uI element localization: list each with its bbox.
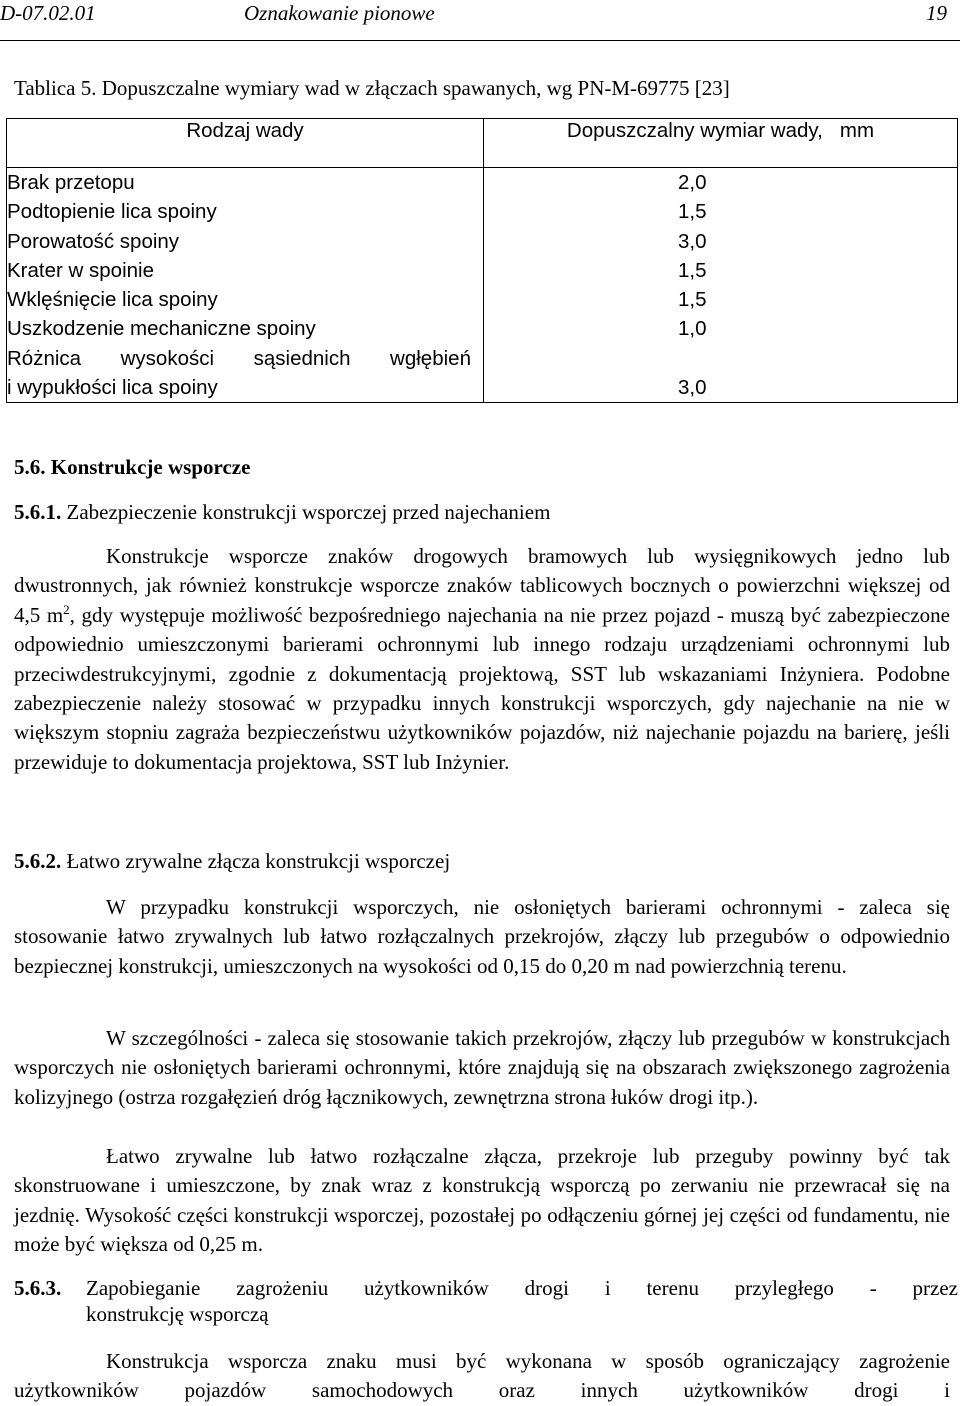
- defect-name-multiline-second: i wypukłości lica spoiny: [7, 376, 218, 400]
- defect-value: 1,5: [678, 258, 707, 282]
- paragraph-text: , gdy występuje możliwość bezpośredniego najechania na nie przez pojazd - muszą być zabezpieczone odpowiednio umieszczonymi barierami ochronnymi lub innego rodzaju urządzeniami ochronnymi lub przeciwdestrukcyjnymi, zgodnie z dokumentacją projektową, SST lub wskazaniami Inżyniera. Podobne zabezpieczenie należy stosować w przypadku innych konstrukcji wsporczych, gdy najechanie na nie w większym stopniu zagraża bezpieczeństwu użytkowników pojazdów, niż najechanie pojazdu na barierę, jeśli przewiduje to dokumentacja projektowa, SST lub Inżynier.: [14, 602, 950, 774]
- word: zagrożeniu: [236, 1276, 329, 1300]
- table-header-row: [7, 119, 958, 168]
- word: -: [869, 1276, 877, 1300]
- subsection-title: Zabezpieczenie konstrukcji wsporczej przed najechaniem: [66, 500, 551, 524]
- defect-values-cell: [484, 168, 958, 403]
- defect-value: 1,5: [678, 200, 707, 224]
- word: wgłębień: [390, 346, 471, 370]
- col-header-allowed-size: [484, 119, 958, 168]
- defect-value: 2,0: [678, 171, 707, 194]
- word: Zapobieganie: [86, 1276, 201, 1300]
- paragraph-text: W przypadku konstrukcji wsporczych, nie osłoniętych barierami ochronnymi - zaleca się stosowanie łatwo zrywalnych lub łatwo rozłączalnych przekrojów, złączy lub przegubów o odpowiednio bezpiecznej konstrukcji, umieszczonych na wysokości od 0,15 do 0,20 m nad powierzchnią terenu.: [14, 895, 950, 978]
- defect-name: Uszkodzenie mechaniczne spoiny: [7, 317, 316, 341]
- defect-value: 3,0: [678, 229, 707, 253]
- subsection-title-line-2: konstrukcję wsporczą: [86, 1302, 269, 1326]
- paragraph-text: W szczególności - zaleca się stosowanie takich przekrojów, złączy lub przegubów w konstrukcjach wsporczych nie osłoniętych barierami ochronnymi, które znajdują się na obszarach zwiększonego zagrożenia kolizyjnego (ostrza rozgałęzień dróg łącznikowych, zewnętrzna strona łuków drogi itp.).: [14, 1026, 950, 1109]
- table-caption: Tablica 5. Dopuszczalne wymiary wad w złączach spawanych, wg PN-M-69775 [23]: [14, 76, 730, 100]
- page-number: 19: [926, 1, 947, 25]
- defect-name: Porowatość spoiny: [7, 229, 180, 253]
- paragraph: [14, 1142, 950, 1260]
- paragraph: [14, 1024, 950, 1112]
- word: drogi: [524, 1276, 569, 1300]
- paragraph-text: Łatwo zrywalne lub łatwo rozłączalne złącza, przekroje lub przeguby powinny być tak skonstruowane i umieszczone, by znak wraz z konstrukcją wsporczą po zerwaniu nie przewracał się na jezdnię. Wysokość części konstrukcji wsporczej, pozostałej po odłączeniu górnej jej części od fundamentu, nie może być większa od 0,25 m.: [14, 1144, 950, 1257]
- col-header-allowed-size-text: Dopuszczalny wymiar wady, mm: [566, 119, 875, 142]
- subsection-title: Łatwo zrywalne złącza konstrukcji wsporczej: [66, 849, 451, 873]
- defect-name: Krater w spoinie: [7, 258, 154, 282]
- paragraph: [14, 893, 950, 981]
- word: wysokości: [120, 346, 215, 370]
- defect-value: 1,0: [678, 317, 707, 341]
- defect-names-cell: [7, 168, 484, 403]
- subsection-number: 5.6.1.: [14, 500, 62, 524]
- subsection-number: 5.6.3.: [14, 1276, 62, 1300]
- defect-value: 1,5: [678, 288, 707, 312]
- defect-name: Podtopienie lica spoiny: [7, 200, 217, 224]
- subsection-heading-1: [14, 500, 550, 525]
- word: i: [604, 1276, 611, 1300]
- defect-name-multiline-first: [7, 344, 483, 373]
- document-title: Oznakowanie pionowe: [244, 1, 435, 25]
- word: użytkowników: [364, 1276, 489, 1300]
- paragraph-text: Konstrukcje wsporcze znaków drogowych bramowych lub wysięgnikowych jedno lub dwustronnych, jak również konstrukcje wsporcze znaków tablicowych bocznych o powierzchni większej od 4,5 m: [14, 544, 950, 627]
- section-number: 5.6.: [14, 455, 46, 479]
- defects-table: [6, 118, 958, 403]
- word: Różnica: [7, 346, 82, 370]
- paragraph: [14, 542, 950, 777]
- defect-value: 3,0: [678, 376, 707, 400]
- section-heading: [14, 455, 250, 480]
- paragraph-text: Konstrukcja wsporcza znaku musi być wykonana w sposób ograniczający zagrożenie użytkowników pojazdów samochodowych oraz innych użytkowników drogi i: [14, 1349, 950, 1403]
- subsection-heading-2: [14, 849, 450, 874]
- superscript: 2: [63, 601, 70, 617]
- word: przez: [912, 1276, 958, 1300]
- section-title: Konstrukcje wsporcze: [50, 455, 251, 479]
- subsection-heading-3: [14, 1276, 958, 1327]
- word: przyległego: [734, 1276, 834, 1300]
- col-header-defect-type: Rodzaj wady: [7, 119, 484, 168]
- spacer: [678, 344, 957, 373]
- word: sąsiednich: [253, 346, 351, 370]
- defect-name: Wklęśnięcie lica spoiny: [7, 288, 218, 312]
- defect-name: Brak przetopu: [7, 171, 135, 194]
- subsection-number: 5.6.2.: [14, 849, 62, 873]
- document-code: D-07.02.01: [0, 1, 96, 25]
- table-body-row: [7, 168, 958, 403]
- page-header: [0, 0, 960, 41]
- subsection-title-line: [86, 1276, 958, 1301]
- paragraph: [14, 1347, 950, 1406]
- word: terenu: [646, 1276, 699, 1300]
